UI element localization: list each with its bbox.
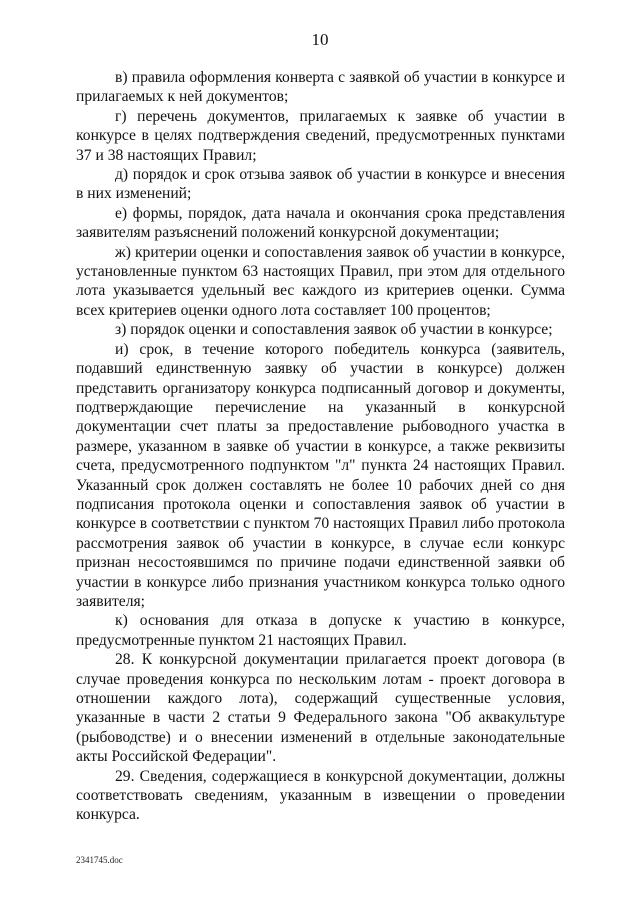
- document-file-code: 2341745.doc: [76, 855, 123, 865]
- paragraph-zh: ж) критерии оценки и сопоставления заявок об участии в конкурсе, установленные пунктом 63 настоящих Правил, при этом для отдельного лота указывается удельный вес каждого из критериев оценки. Сумма всех критериев оценки одного лота составляет 100 процентов;: [76, 243, 565, 319]
- paragraph-e: е) формы, порядок, дата начала и окончания срока представления заявителям разъяснений положений конкурсной документации;: [76, 204, 565, 242]
- paragraph-d: д) порядок и срок отзыва заявок об участии в конкурсе и внесения в них изменений;: [76, 166, 565, 203]
- paragraph-k: к) основания для отказа в допуске к участию в конкурсе, предусмотренные пунктом 21 настоящих Правил.: [76, 612, 565, 649]
- document-body: [76, 68, 565, 825]
- paragraph-29: 29. Сведения, содержащиеся в конкурсной документации, должны соответствовать сведениям, указанным в извещении о проведении конкурса.: [76, 767, 565, 824]
- paragraph-i: и) срок, в течение которого победитель конкурса (заявитель, подавший единственную заявку об участии в конкурсе) должен представить организатору конкурса подписанный договор и документы, подтверждающие перечисление на указанный в конкурсной документации счет платы за предоставление рыбоводного участка в размере, указанном в заявке об участии в конкурсе, а также реквизиты счета, предусмотренного подпунктом "л" пункта 24 настоящих Правил. Указанный срок должен составлять не более 10 рабочих дней со дня подписания протокола оценки и сопоставления заявок об участии в конкурсе в соответствии с пунктом 70 настоящих Правил либо протокола рассмотрения заявок об участии в конкурсе, в случае если конкурс признан несостоявшимся по причине подачи единственной заявки об участии в конкурсе либо признания участником конкурса только одного заявителя;: [76, 340, 565, 610]
- page-number: 10: [311, 30, 329, 49]
- paragraph-z: з) порядок оценки и сопоставления заявок об участии в конкурсе;: [115, 321, 553, 339]
- paragraph-28: 28. К конкурсной документации прилагается проект договора (в случае проведения конкурса по нескольким лотам - проект договора в отношении каждого лота), содержащий существенные условия, указанные в части 2 статьи 9 Федерального закона "Об аквакультуре (рыбоводстве) и о внесении изменений в отдельные законодательные акты Российской Федерации".: [76, 651, 565, 766]
- paragraph-g: г) перечень документов, прилагаемых к заявке об участии в конкурсе в целях подтверждения сведений, предусмотренных пунктами 37 и 38 настоящих Правил;: [76, 107, 565, 164]
- paragraph-v: в) правила оформления конверта с заявкой об участии в конкурсе и прилагаемых к ней документов;: [76, 69, 565, 106]
